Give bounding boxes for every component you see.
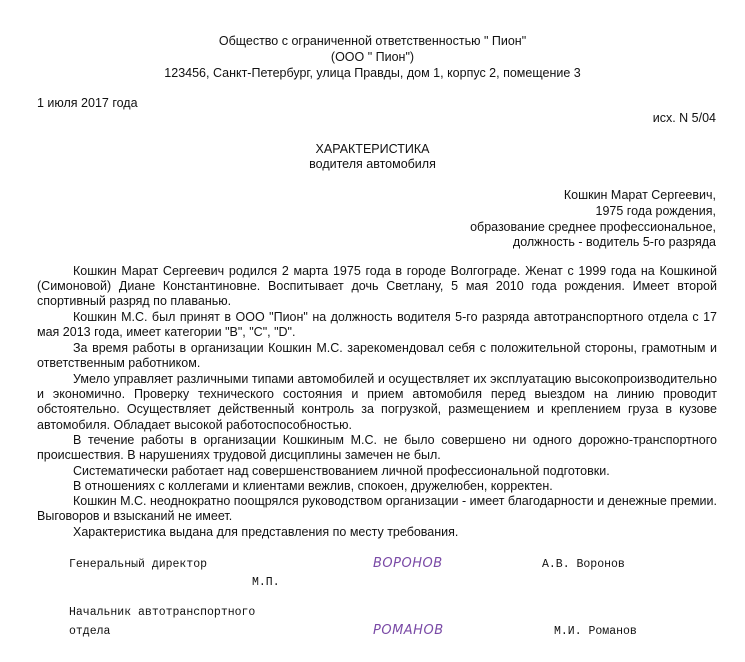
- director-title: Генеральный директор: [69, 558, 208, 571]
- body-paragraph-skills: Умело управляет различными типами автомобилей и осуществляет их эксплуатацию высокопроизводительно и экономично. Проверку технического состояния и прием автомобиля перед выездом на линию проводит обстоятельно. Осуществляет действенный контроль за погрузкой, размещением и креплением груза в кузове автомобиля. Обладает высокой работоспособностью.: [37, 372, 717, 432]
- outgoing-number: исх. N 5/04: [652, 111, 716, 125]
- subject-education: образование среднее профессиональное,: [470, 220, 716, 234]
- body-paragraph-safety: В течение работы в организации Кошкиным М.С. не было совершено ни одного дорожно-транспортного происшествия. В нарушениях трудовой дисциплины замечен не был.: [37, 433, 717, 463]
- org-name: Общество с ограниченной ответственностью " Пион": [218, 34, 527, 48]
- subject-name: Кошкин Марат Сергеевич,: [563, 188, 716, 202]
- document-title: ХАРАКТЕРИСТИКА: [315, 142, 430, 156]
- body-paragraph-conduct: В отношениях с коллегами и клиентами вежлив, спокоен, дружелюбен, корректен.: [73, 479, 553, 493]
- transport-head-title-cont: отдела: [69, 625, 111, 638]
- org-short-name: (ООО " Пион"): [330, 50, 415, 64]
- document-date: 1 июля 2017 года: [37, 96, 138, 110]
- subject-position: должность - водитель 5-го разряда: [512, 235, 716, 249]
- head-signature: РОМАНОВ: [373, 623, 444, 638]
- document-subtitle: водителя автомобиля: [309, 157, 436, 171]
- director-signature: ВОРОНОВ: [373, 556, 443, 571]
- stamp-mark: М.П.: [252, 576, 280, 589]
- org-address: 123456, Санкт-Петербург, улица Правды, дом 1, корпус 2, помещение 3: [164, 66, 581, 80]
- body-paragraph-biography: Кошкин Марат Сергеевич родился 2 марта 1975 года в городе Волгограде. Женат с 1999 года на Кошкиной (Симоновой) Диане Константиновне. Воспитывает дочь Светлану, 5 мая 2010 года рождения. Имеет второй спортивный разряд по плаванью.: [37, 264, 717, 309]
- body-paragraph-reputation: За время работы в организации Кошкин М.С. зарекомендовал себя с положительной стороны, грамотным и ответственным работником.: [37, 341, 717, 371]
- subject-birth-year: 1975 года рождения,: [595, 204, 716, 218]
- body-paragraph-training: Систематически работает над совершенствованием личной профессиональной подготовки.: [73, 464, 610, 478]
- director-name: А.В. Воронов: [542, 558, 625, 571]
- body-paragraph-awards: Кошкин М.С. неоднократно поощрялся руководством организации - имеет благодарности и денежные премии. Выговоров и взысканий не имеет.: [37, 494, 717, 524]
- head-name: М.И. Романов: [554, 625, 637, 638]
- body-paragraph-purpose: Характеристика выдана для представления по месту требования.: [73, 525, 459, 539]
- body-paragraph-hiring: Кошкин М.С. был принят в ООО "Пион" на должность водителя 5-го разряда автотранспортного отдела с 17 мая 2013 года, имеет категории "B", "C", "D".: [37, 310, 717, 340]
- transport-head-title: Начальник автотранспортного: [69, 606, 256, 619]
